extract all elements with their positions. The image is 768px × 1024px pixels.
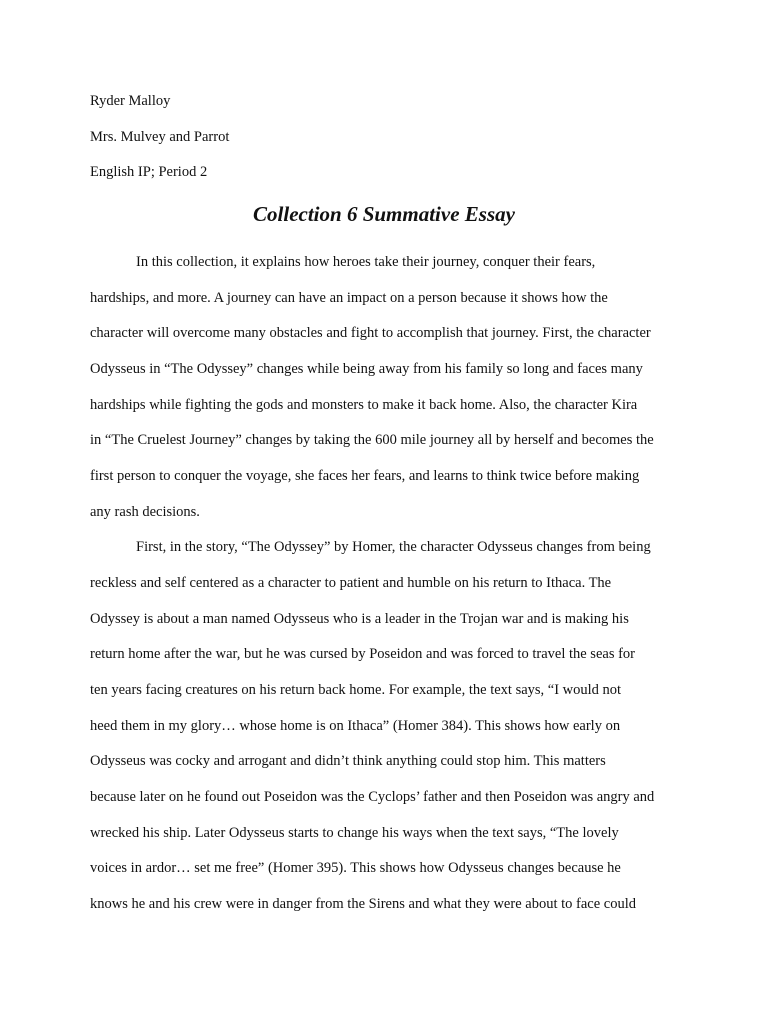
body-line: character will overcome many obstacles and fight to accomplish that journey. First, the character xyxy=(90,325,651,341)
body-line: reckless and self centered as a character to patient and humble on his return to Ithaca. The xyxy=(90,575,612,591)
body-line: hardships while fighting the gods and monsters to make it back home. Also, the character Kira xyxy=(90,397,638,413)
body-line: return home after the war, but he was cursed by Poseidon and was forced to travel the seas for xyxy=(90,646,635,662)
body-line: because later on he found out Poseidon was the Cyclops’ father and then Poseidon was angry and xyxy=(90,789,655,805)
teacher-names: Mrs. Mulvey and Parrot xyxy=(90,129,230,145)
body-line: wrecked his ship. Later Odysseus starts to change his ways when the text says, “The lovely xyxy=(90,825,619,841)
body-line: any rash decisions. xyxy=(90,504,200,520)
body-line: in “The Cruelest Journey” changes by taking the 600 mile journey all by herself and becomes the xyxy=(90,432,654,448)
body-line: ten years facing creatures on his return back home. For example, the text says, “I would not xyxy=(90,682,622,698)
essay-title: Collection 6 Summative Essay xyxy=(253,202,515,226)
body-line: heed them in my glory… whose home is on Ithaca” (Homer 384). This shows how early on xyxy=(90,718,621,734)
body-line: Odysseus was cocky and arrogant and didn’t think anything could stop him. This matters xyxy=(90,753,606,769)
body-line: hardships, and more. A journey can have an impact on a person because it shows how the xyxy=(90,290,608,306)
body-line: In this collection, it explains how heroes take their journey, conquer their fears, xyxy=(136,254,596,270)
class-period: English IP; Period 2 xyxy=(90,164,208,180)
body-line: voices in ardor… set me free” (Homer 395). This shows how Odysseus changes because he xyxy=(90,860,621,876)
body-line: Odysseus in “The Odyssey” changes while being away from his family so long and faces many xyxy=(90,361,643,377)
body-line: Odyssey is about a man named Odysseus who is a leader in the Trojan war and is making his xyxy=(90,611,629,627)
body-line: First, in the story, “The Odyssey” by Homer, the character Odysseus changes from being xyxy=(136,539,651,555)
body-line: knows he and his crew were in danger from the Sirens and what they were about to face could xyxy=(90,896,636,912)
author-name: Ryder Malloy xyxy=(90,93,171,109)
body-line: first person to conquer the voyage, she faces her fears, and learns to think twice before making xyxy=(90,468,640,484)
